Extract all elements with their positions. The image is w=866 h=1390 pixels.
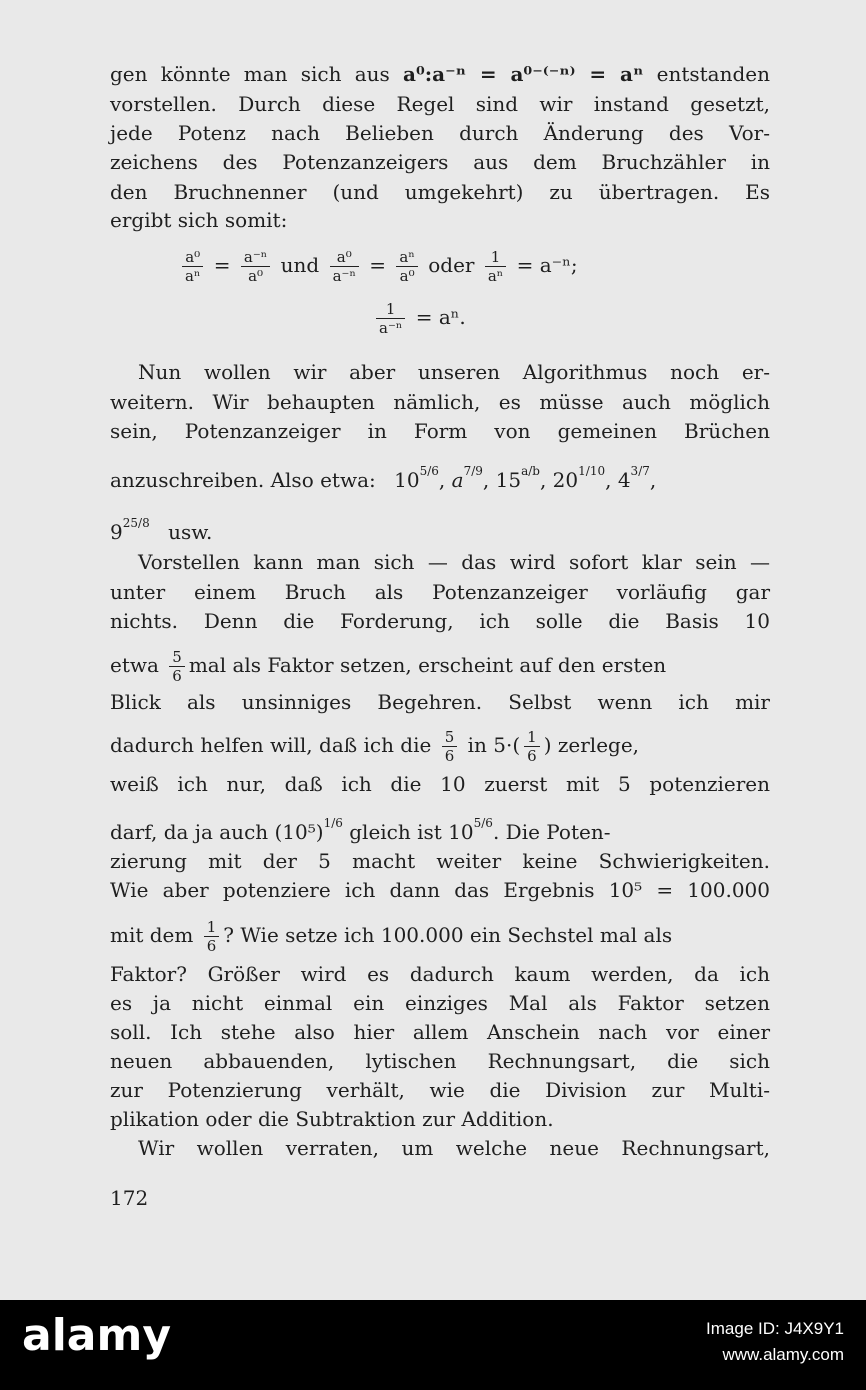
text-line: unter einem Bruch als Potenzanzeiger vorläufig gar: [110, 580, 770, 604]
text-line: ergibt sich somit:: [110, 208, 288, 232]
text-line: jede Potenz nach Belieben durch Änderung des Vor-: [110, 121, 770, 145]
site-url: www.alamy.com: [722, 1345, 844, 1364]
fraction: $\frac{1}{6}$: [524, 728, 540, 765]
text-line: Nun wollen wir aber unseren Algorithmus noch er-: [138, 360, 770, 384]
text-line: den Bruchnenner (und umgekehrt) zu übertragen. Es: [110, 180, 770, 204]
text-line: Wir wollen verraten, um welche neue Rechnungsart,: [138, 1136, 770, 1160]
fraction: $\frac{1}{\text{a⁻ⁿ}}$: [376, 300, 405, 337]
text-line: vorstellen. Durch diese Regel sind wir instand gesetzt,: [110, 92, 770, 116]
text-line: Faktor? Größer wird es dadurch kaum werden, da ich: [110, 962, 770, 986]
text-line: neuen abbauenden, lytischen Rechnungsart, die sich: [110, 1049, 770, 1073]
text-line: Wie aber potenziere ich dann das Ergebnis 10⁵ = 100.000: [110, 878, 770, 902]
examples-line: anzuschreiben. Also etwa: $10^{5/6}$, $a^{7/9}$, $15^{a/b}$, $20^{1/10}$, $4^{3/7}$,: [110, 464, 657, 492]
text-line: Vorstellen kann man sich — das wird sofort klar sein —: [138, 550, 770, 574]
formula-line-1: $\frac{\text{a⁰}}{\text{aⁿ}}$ = $\frac{\text{a⁻ⁿ}}{\text{a⁰}}$ und $\frac{\text{a⁰}}{\text{a⁻ⁿ}}$ = $\frac{\text{aⁿ}}{\text{a⁰}}$ oder $\frac{1}{\text{aⁿ}}$ = a⁻ⁿ;: [178, 248, 578, 285]
text-line: zeichens des Potenzanzeigers aus dem Bruchzähler in: [110, 150, 770, 174]
text-line: zur Potenzierung verhält, wie die Division zur Multi-: [110, 1078, 770, 1102]
fraction: $\frac{1}{\text{aⁿ}}$: [485, 248, 506, 285]
page-number: 172: [110, 1186, 149, 1210]
text-line: gen könnte man sich aus a⁰:a⁻ⁿ = a⁰⁻⁽⁻ⁿ⁾ = aⁿ entstanden: [110, 62, 770, 86]
examples-line-2: $9^{25/8}$ usw.: [110, 516, 213, 544]
stock-footer: [0, 1300, 866, 1390]
text-line: dadurch helfen will, daß ich die $\frac{5}{6}$ in 5·( $\frac{1}{6}$ ) zerlege,: [110, 728, 640, 765]
fraction: $\frac{5}{6}$: [169, 648, 185, 685]
formula-line-2: $\frac{1}{\text{a⁻ⁿ}}$ = aⁿ.: [372, 300, 466, 337]
text-line: weitern. Wir behaupten nämlich, es müsse auch möglich: [110, 390, 770, 414]
text-line: soll. Ich stehe also hier allem Anschein nach vor einer: [110, 1020, 770, 1044]
fraction: $\frac{\text{a⁻ⁿ}}{\text{a⁰}}$: [241, 248, 270, 285]
text-line: darf, da ja auch $(10^5)^{1/6}$ gleich ist $10^{5/6}$. Die Poten-: [110, 816, 611, 844]
text-line: es ja nicht einmal ein einziges Mal als Faktor setzen: [110, 991, 770, 1015]
fraction: $\frac{5}{6}$: [442, 728, 458, 765]
fraction: $\frac{\text{a⁰}}{\text{a⁻ⁿ}}$: [330, 248, 359, 285]
text-line: mit dem $\frac{1}{6}$ ? Wie setze ich 100.000 ein Sechstel mal als: [110, 918, 673, 955]
text-line: Blick als unsinniges Begehren. Selbst wenn ich mir: [110, 690, 770, 714]
fraction: $\frac{\text{aⁿ}}{\text{a⁰}}$: [396, 248, 417, 285]
text-line: etwa $\frac{5}{6}$ mal als Faktor setzen, erscheint auf den ersten: [110, 648, 667, 685]
text-line: zierung mit der 5 macht weiter keine Schwierigkeiten.: [110, 849, 770, 873]
fraction: $\frac{1}{6}$: [204, 918, 220, 955]
image-id: Image ID: J4X9Y1: [706, 1319, 844, 1338]
alamy-logo: alamy: [22, 1310, 171, 1361]
text-line: plikation oder die Subtraktion zur Addition.: [110, 1107, 554, 1131]
fraction: $\frac{\text{a⁰}}{\text{aⁿ}}$: [182, 248, 203, 285]
text-line: sein, Potenzanzeiger in Form von gemeinen Brüchen: [110, 419, 770, 443]
text-line: nichts. Denn die Forderung, ich solle die Basis 10: [110, 609, 770, 633]
text-line: weiß ich nur, daß ich die 10 zuerst mit 5 potenzieren: [110, 772, 770, 796]
stock-info: [706, 1316, 844, 1368]
